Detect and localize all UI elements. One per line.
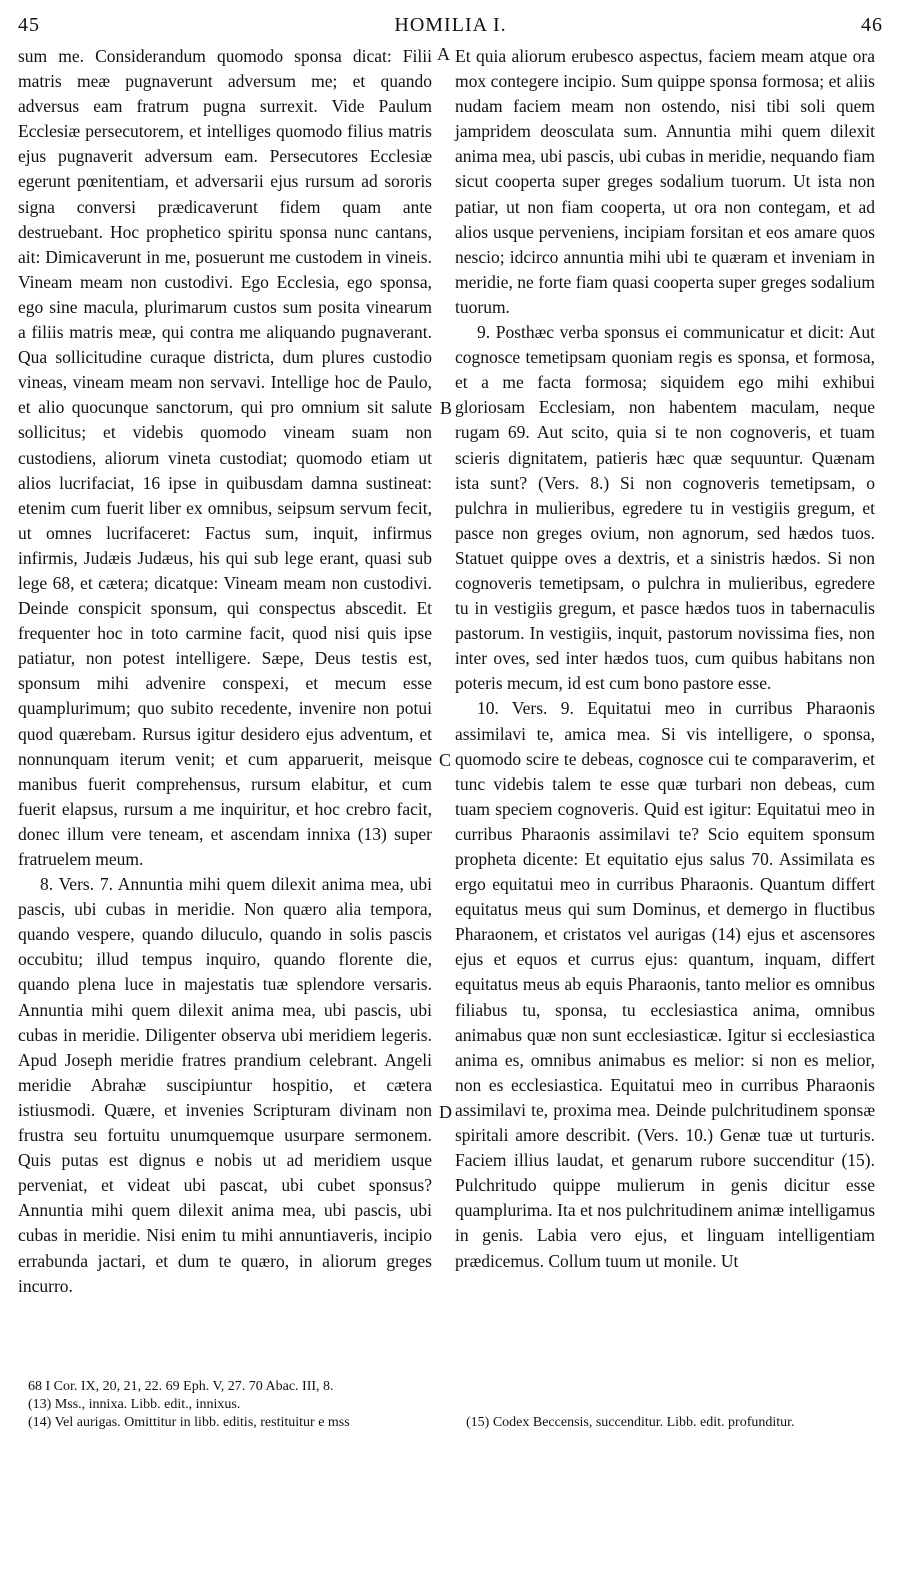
right-paragraph-2: 9. Posthæc verba sponsus ei communicatur et dicit: Aut cognosce temetipsam quoniam regis es sponsa, et formosa, et a me facta formosa; siquidem ego mihi exhibui gloriosam Ecclesiam, non habentem maculam, neque rugam 69. Aut scito, quia si te non cognoveris, et tuam scieris dignitatem, patieris hæc quæ sequuntur. Quænam ista sunt? (Vers. 8.) Si non cognoveris temetipsam, o pulchra in mulieribus, egredere tu in vestigiis gregum, et pasce non greges ovium, non agnorum, sed hædos tuos. Statuet quippe oves a dextris, et a sinistris hædos. Si non cognoveris temetipsam, o pulchra in mulieribus, egredere tu in vestigiis gregum, et pasce hædos tuos in tabernaculis pastorum. In vestigiis, inquit, pastorum novissima fies, non inter oves, sed inter hædos tuos, cum quibus habitans non poteris mecum, id est cum bono pastore esse.	[455, 322, 875, 694]
footnote-13: (13) Mss., innixa. Libb. edit., innixus.	[28, 1397, 241, 1412]
margin-marker-c: C	[439, 750, 452, 770]
page-header	[18, 14, 883, 40]
running-title: HOMILIA I.	[394, 14, 507, 36]
page-number-left: 45	[18, 14, 40, 36]
left-paragraph-2: 8. Vers. 7. Annuntia mihi quem dilexit anima mea, ubi pascis, ubi cubas in meridie. Non quæro alia tempora, quando vespere, quando diluculo, quando in solis pascis occubitu; illud tempus inquiro, quando florente die, quando plena luce in majestatis tuæ splendore versaris. Annuntia mihi quem dilexit anima mea, ubi pascis, ubi cubas in meridie. Diligenter observa ubi meridiem legeris. Apud Joseph meridie fratres prandium celebrant. Angeli meridie Abrahæ suscipiuntur hospitio, et cætera istiusmodi. Quære, et invenies Scripturam divinam non frustra seu fortuitu unumquemque usurpare sermonem. Quis putas est dignus e nobis ut ad meridiem usque perveniat, et videat ubi pascat, ubi cubet sponsus? Annuntia mihi quem dilexit anima mea, ubi pascis, ubi cubas in meridie. Nisi enim tu mihi annuntiaveris, incipio errabunda jactari, et dum te quæro, in aliorum greges incurro.	[18, 874, 432, 1296]
left-column	[18, 44, 432, 1299]
footnote-15: (15) Codex Beccensis, succenditur. Libb. edit. profunditur.	[466, 1415, 795, 1430]
margin-marker-b: B	[440, 398, 453, 418]
footnote-scripture-refs: 68 I Cor. IX, 20, 21, 22. 69 Eph. V, 27. 70 Abac. III, 8.	[28, 1379, 334, 1394]
right-paragraph-1: Et quia aliorum erubesco aspectus, faciem meam atque ora mox contegere incipio. Sum quippe sponsa formosa; et aliis nudam faciem meam non ostendo, nisi tibi soli quem jampridem deosculata sum. Annuntia mihi quem dilexit anima mea, ubi pascis, ubi cubas in meridie, nequando fiam sicut cooperta super greges sodalium tuorum. Ut ista non patiar, ut non fiam cooperta, ut ora non contegam, et ad alios usque perveniens, incipiam forsitan et eos amare quos nescio; idcirco annuntia mihi ubi te quæram et inveniam in meridie, ne forte fiam quasi cooperta super greges sodalium tuorum.	[455, 46, 875, 317]
footnotes-right	[466, 1414, 866, 1432]
margin-marker-d: D	[439, 1102, 452, 1122]
page-number-right: 46	[861, 14, 883, 36]
right-column	[455, 44, 875, 1274]
margin-marker-a: A	[437, 44, 450, 64]
right-paragraph-3: 10. Vers. 9. Equitatui meo in curribus Pharaonis assimilavi te, amica mea. Si vis intelligere, o sponsa, quomodo scire te debeas, cognosce cui te comparaverim, et tunc videbis talem te esse quæ turbari non debeas, cum tuam speciem cognoveris. Quid est igitur: Equitatui meo in curribus Pharaonis assimilavi te? Scio equitem sponsum propheta dicente: Et equitatio ejus salus 70. Assimilata es ergo equitatui meo in curribus Pharaonis. Quantum differt equitatus meus qui sum Dominus, et demergo in fluctibus Pharaonem, et cristatos vel aurigas (14) ejus et ascensores ejus et equos et currus ejus: quantum, inquam, differt equitatus meus ab equis Pharaonis, tanto melior es omnibus filiabus tu, sponsa, tu ecclesiastica anima, omnibus animabus quæ non sunt ecclesiasticæ. Igitur si ecclesiastica anima es, omnibus animabus es melior: si non es melior, non es ecclesiastica. Equitatui meo in curribus Pharaonis assimilavi te, proxima mea. Deinde pulchritudinem sponsæ spiritali amore describit. (Vers. 10.) Genæ tuæ ut turturis. Faciem illius laudat, et genarum rubore succenditur (15). Pulchritudo quippe mulierum in genis dicitur esse quamplurima. Ita et nos pulchritudinem animæ intelligamus in genis. Labia vero ejus, et linguam intelligentiam prædicemus. Collum tuum ut monile. Ut	[455, 698, 875, 1271]
footnote-14: (14) Vel aurigas. Omittitur in libb. editis, restituitur e mss	[28, 1415, 350, 1430]
footnotes-left	[28, 1378, 440, 1432]
left-paragraph-1: sum me. Considerandum quomodo sponsa dicat: Filii matris meæ pugnaverunt adversum me; et quando adversus eam fratrum pugna surrexit. Vide Paulum Ecclesiæ persecutorem, et intelliges quomodo filius matris ejus pugnaverit adversum eam. Persecutores Ecclesiæ egerunt pœnitentiam, et adversarii ejus rursum ad sororis signa conversi prædicaverunt fidem quam ante destruebant. Hoc prophetico spiritu sponsa nunc cantans, ait: Dimicaverunt in me, posuerunt me custodem in vineis. Vineam meam non custodivi. Ego Ecclesia, ego sponsa, ego sine macula, plurimarum custos sum posita vinearum a filiis matris meæ, qui contra me aliquando pugnaverant. Qua sollicitudine curaque districta, dum plures custodio vineas, vineam meam non servavi. Intellige hoc de Paulo, et alio quocunque sanctorum, qui pro omnium sit salute sollicitus; et videbis quomodo vineam suam non custodiens, aliorum vineta custodiat; quomodo etiam ut alios lucrifaciat, 16 ipse in quibusdam damna sustineat: etenim cum fuerit liber ex omnibus, seipsum servum fecit, ut omnes lucrifaceret: Factus sum, inquit, infirmus infirmis, Judæis Judæus, his qui sub lege erant, quasi sub lege 68, et cætera; dicatque: Vineam meam non custodivi. Deinde conspicit sponsum, qui conspectus abscedit. Et frequenter hoc in toto carmine facit, quod nisi quis ipse patiatur, non potest intelligere. Sæpe, Deus testis est, sponsum mihi advenire conspexi, et mecum esse quamplurimum; quo subito recedente, invenire non potui quod quærebam. Rursus igitur desidero ejus adventum, et nonnunquam iterum venit; et cum apparuerit, meisque manibus fuerit comprehensus, rursum elabitur, et cum fuerit elapsus, rursum a me inquiritur, et hoc crebro facit, donec illum vere teneam, et ascendam innixa (13) super fratruelem meum.	[18, 46, 432, 869]
